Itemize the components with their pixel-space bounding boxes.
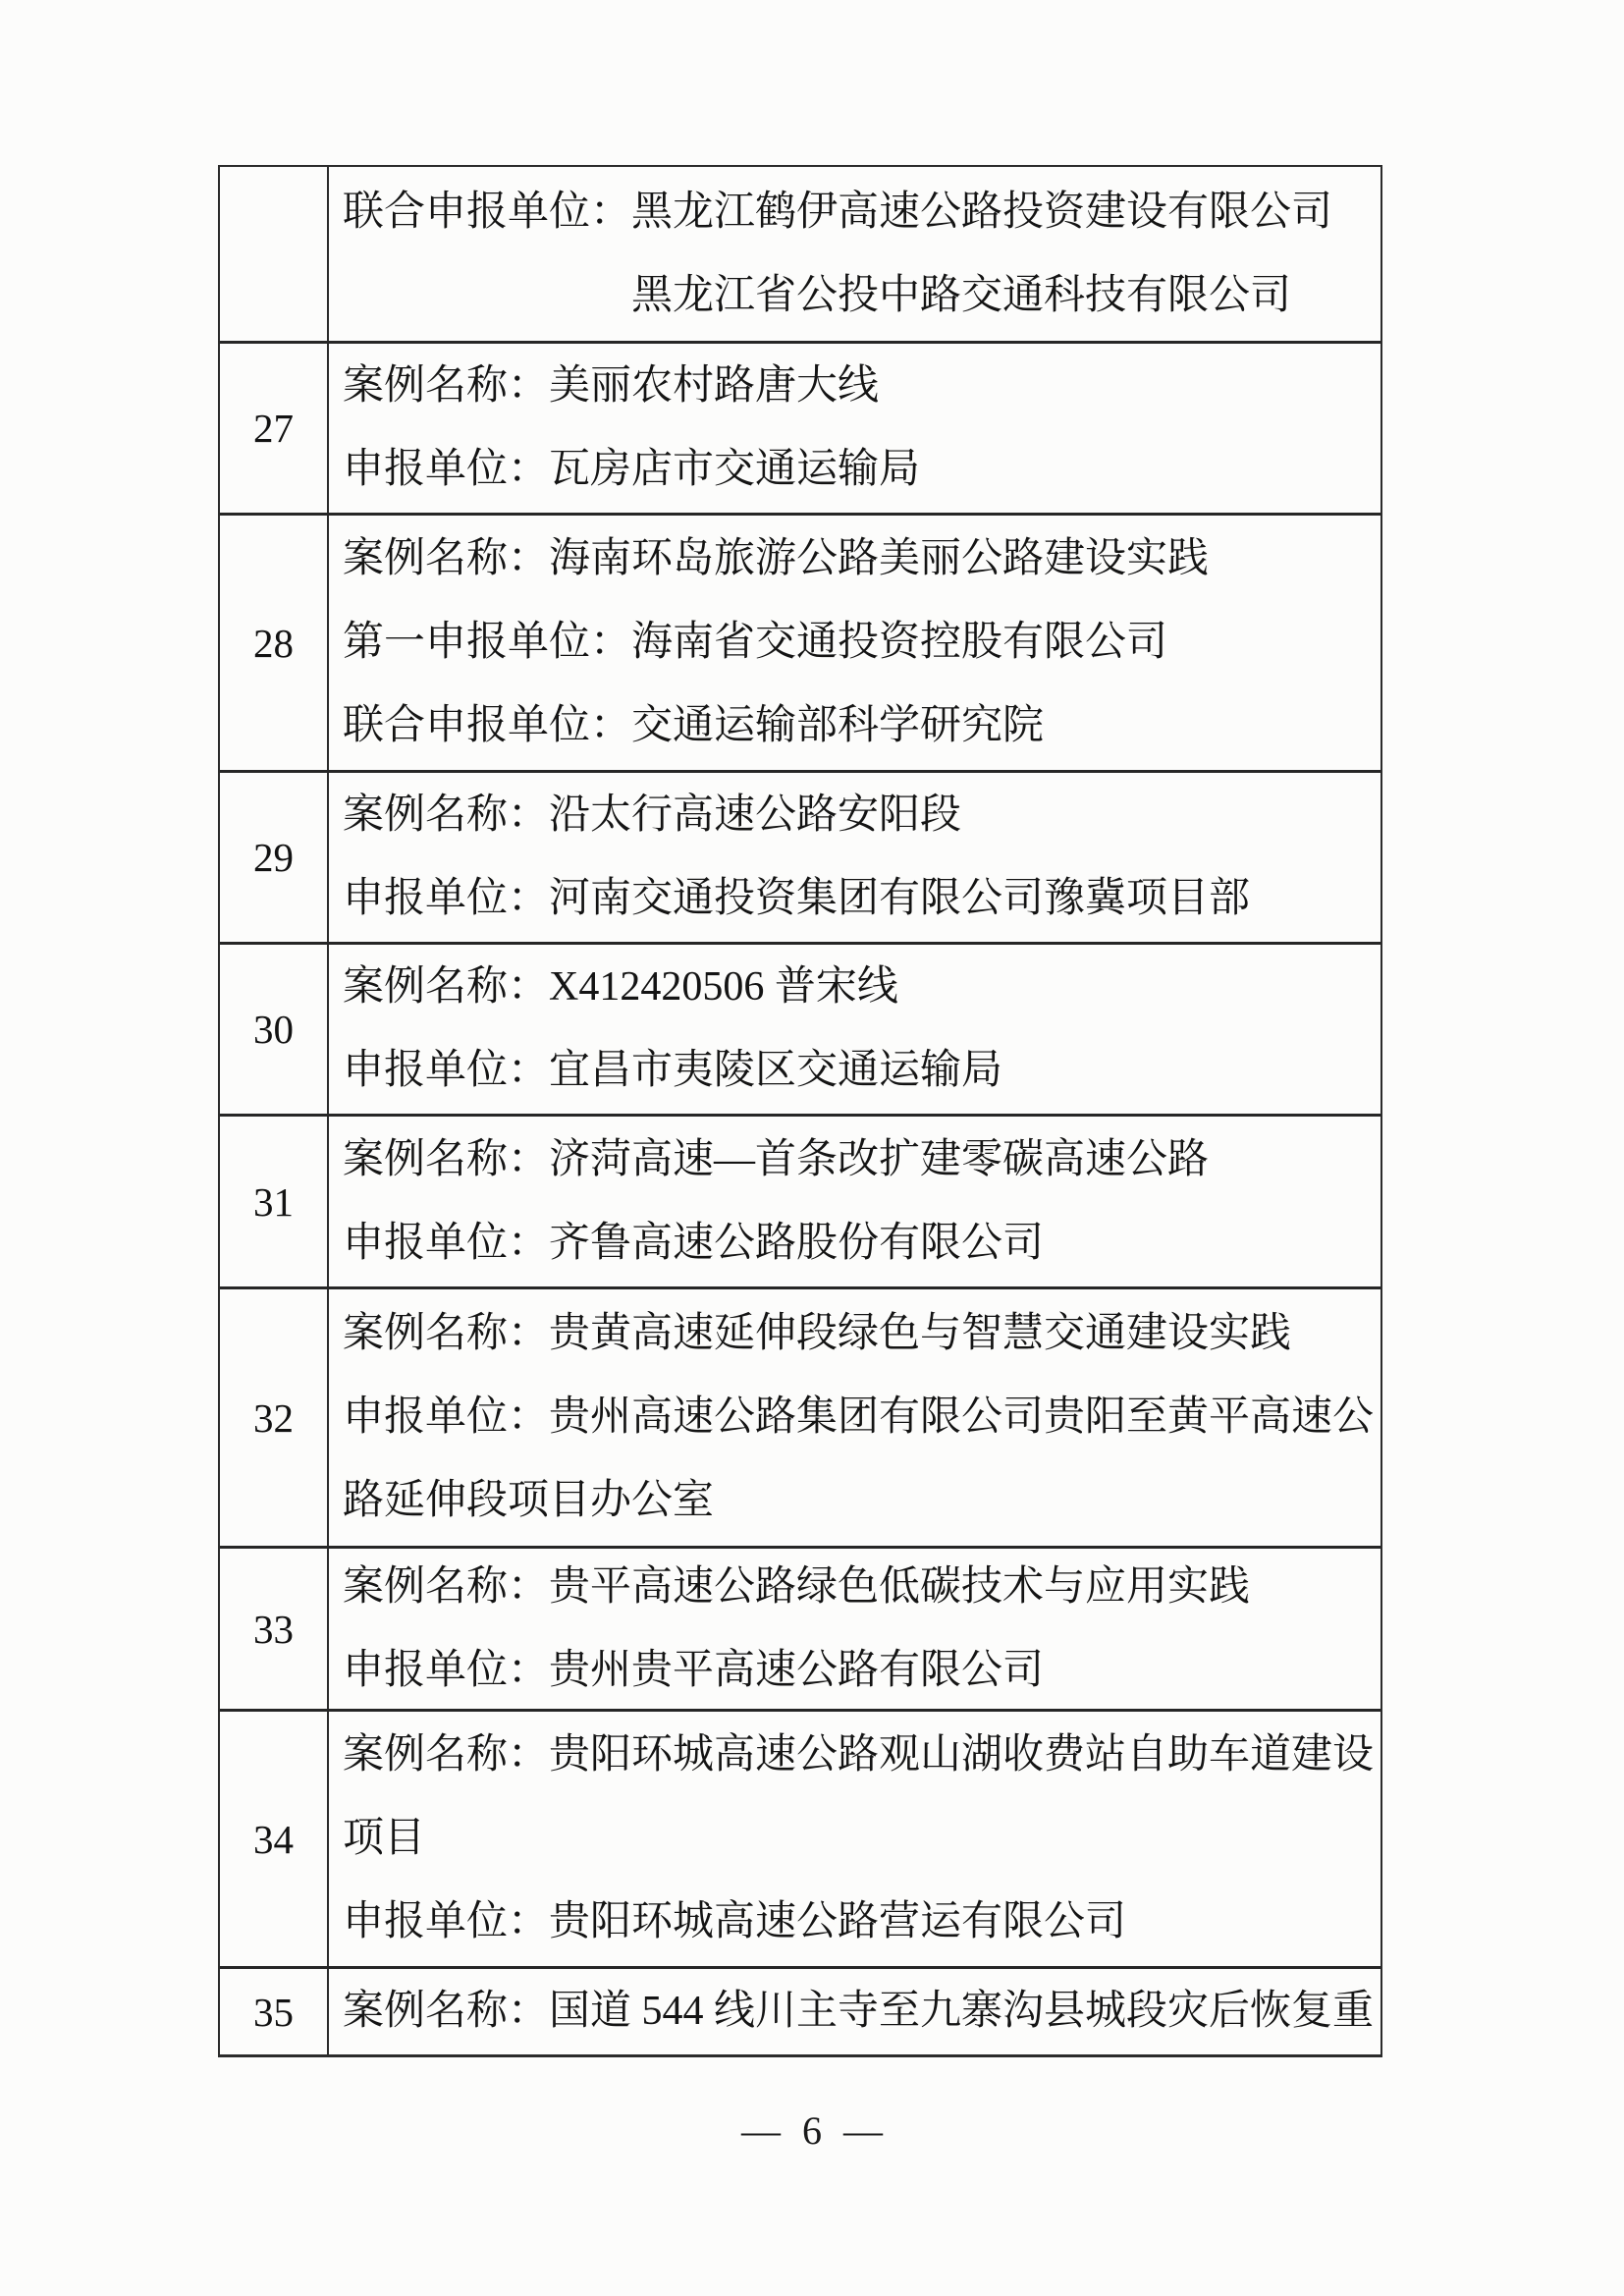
table-row-27 [220,344,1380,516]
applicant-line: 申报单位：贵阳环城高速公路营运有限公司 [343,1899,1127,1944]
row-number-cell: 35 [220,1969,329,2054]
table-row-carryover [220,167,1380,344]
joint-applicant-line: 联合申报单位：黑龙江鹤伊高速公路投资建设有限公司 [343,189,1333,235]
first-applicant-line: 第一申报单位：海南省交通投资控股有限公司 [343,620,1168,665]
row-number-cell: 31 [220,1117,329,1286]
case-name-line: 案例名称：贵黄高速延伸段绿色与智慧交通建设实践 [343,1311,1292,1356]
row-number-cell: 34 [220,1712,329,1966]
case-name-line: 案例名称：美丽农村路唐大线 [343,363,880,409]
table-row-30 [220,945,1380,1117]
row-content-cell [329,344,1380,513]
row-number-cell: 33 [220,1549,329,1709]
table-row-34 [220,1712,1380,1969]
case-name-line: 案例名称：贵阳环城高速公路观山湖收费站自助车道建设 [343,1732,1375,1777]
case-name-line: 案例名称：沿太行高速公路安阳段 [343,793,962,838]
row-content-cell [329,773,1380,942]
row-content-cell [329,1117,1380,1286]
row-content-cell [329,167,1380,341]
applicant-continuation-line: 路延伸段项目办公室 [343,1478,715,1523]
case-name-line: 案例名称：X412420506 普宋线 [343,964,898,1010]
row-number-cell: 30 [220,945,329,1114]
table-row-28 [220,516,1380,773]
applicant-line: 申报单位：贵州高速公路集团有限公司贵阳至黄平高速公 [343,1394,1375,1440]
row-number-cell [220,167,329,341]
row-content-cell [329,516,1380,770]
case-table [218,165,1382,2057]
row-number-cell: 28 [220,516,329,770]
row-content-cell [329,1969,1380,2054]
row-number-cell: 32 [220,1289,329,1546]
joint-applicant-continuation-line: 黑龙江省公投中路交通科技有限公司 [631,272,1292,318]
row-content-cell [329,945,1380,1114]
row-content-cell [329,1712,1380,1966]
joint-applicant-line: 联合申报单位：交通运输部科学研究院 [343,703,1045,748]
table-row-35 [220,1969,1380,2054]
row-content-cell [329,1549,1380,1709]
table-row-31 [220,1117,1380,1289]
applicant-line: 申报单位：齐鲁高速公路股份有限公司 [343,1220,1045,1266]
table-row-32 [220,1289,1380,1549]
applicant-line: 申报单位：瓦房店市交通运输局 [343,447,921,492]
applicant-line: 申报单位：河南交通投资集团有限公司豫冀项目部 [343,876,1251,921]
case-name-line: 案例名称：海南环岛旅游公路美丽公路建设实践 [343,536,1210,581]
case-name-continuation-line: 项目 [343,1816,426,1861]
row-number-cell: 27 [220,344,329,513]
case-name-line: 案例名称：济菏高速—首条改扩建零碳高速公路 [343,1136,1210,1182]
table-row-29 [220,773,1380,945]
case-name-line: 案例名称：国道 544 线川主寺至九寨沟县城段灾后恢复重 [343,1989,1375,2034]
case-name-line: 案例名称：贵平高速公路绿色低碳技术与应用实践 [343,1563,1251,1610]
applicant-line: 申报单位：宜昌市夷陵区交通运输局 [343,1048,1003,1093]
applicant-line: 申报单位：贵州贵平高速公路有限公司 [343,1647,1045,1693]
row-content-cell [329,1289,1380,1546]
row-number-cell: 29 [220,773,329,942]
page-number: — 6 — [741,2108,883,2153]
table-row-33 [220,1549,1380,1712]
